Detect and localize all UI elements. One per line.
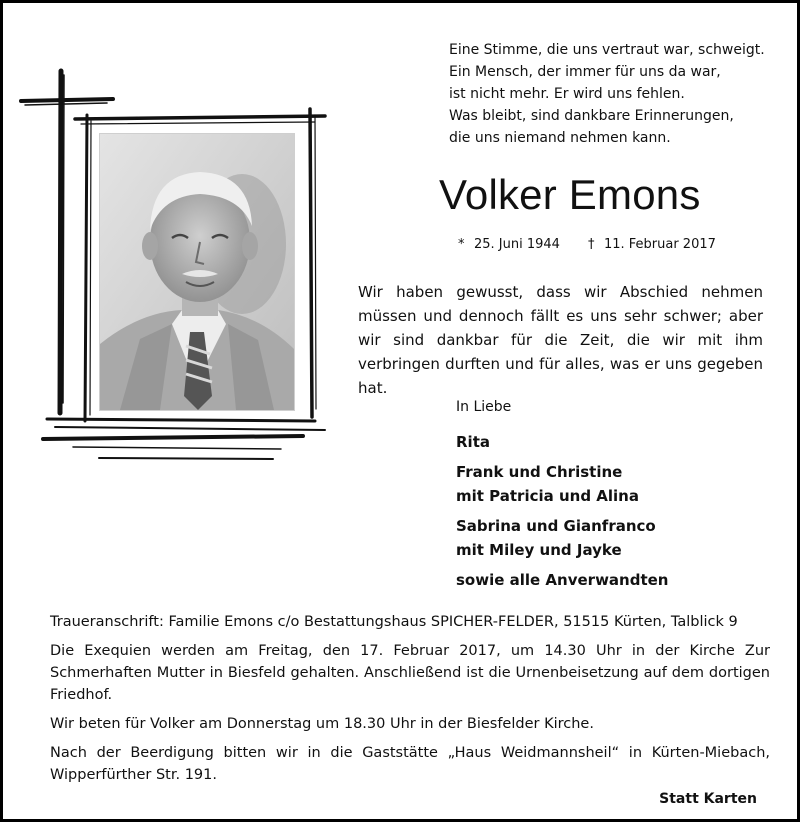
mourner-group xyxy=(456,460,668,508)
poem xyxy=(449,39,765,149)
death-cross-icon: † xyxy=(587,237,595,252)
mourners-list xyxy=(456,430,668,598)
mourner-line: Rita xyxy=(456,433,490,451)
mourner-line: mit Miley und Jayke xyxy=(456,541,622,559)
poem-line: die uns niemand nehmen kann. xyxy=(449,130,671,146)
in-love-label: In Liebe xyxy=(456,399,512,415)
deceased-name: Volker Emons xyxy=(439,171,701,218)
mourning-address: Traueranschrift: Familie Emons c/o Bestattungshaus SPICHER-FELDER, 51515 Kürten, Talblick 9 xyxy=(50,614,738,630)
exequien-details: Die Exequien werden am Freitag, den 17. Februar 2017, um 14.30 Uhr in der Kirche Zur Schmerhaften Mutter in Biesfeld gehalten. Anschließend ist die Urnenbeisetzung auf dem dortigen Friedhof. xyxy=(50,643,770,703)
mourner-line: mit Patricia und Alina xyxy=(456,487,639,505)
poem-line: Eine Stimme, die uns vertraut war, schweigt. xyxy=(449,42,765,58)
mourner-line: Frank und Christine xyxy=(456,463,623,481)
funeral-information xyxy=(50,611,770,793)
mourner-line: Sabrina und Gianfranco xyxy=(456,517,656,535)
poem-line: Was bleibt, sind dankbare Erinnerungen, xyxy=(449,108,734,124)
mourner-line: sowie alle Anverwandten xyxy=(456,571,669,589)
mourner-group xyxy=(456,430,668,454)
poem-line: ist nicht mehr. Er wird uns fehlen. xyxy=(449,86,685,102)
life-dates xyxy=(458,237,716,252)
death-date: 11. Februar 2017 xyxy=(603,237,716,252)
portrait-photo xyxy=(99,133,295,411)
statt-karten-label: Statt Karten xyxy=(659,791,757,807)
mourner-group xyxy=(456,568,668,592)
birth-date: 25. Juni 1944 xyxy=(474,237,560,252)
after-funeral-details: Nach der Beerdigung bitten wir in die Gaststätte „Haus Weidmannsheil“ in Kürten-Miebach, Wipperfürther Str. 191. xyxy=(50,745,770,783)
farewell-message: Wir haben gewusst, dass wir Abschied nehmen müssen und dennoch fällt es uns sehr schwer; aber wir sind dankbar für die Zeit, die wir mit ihm verbringen durften und für alles, was er uns gegeben hat. xyxy=(358,283,763,397)
birth-star-icon: * xyxy=(458,237,465,252)
mourner-group xyxy=(456,514,668,562)
poem-line: Ein Mensch, der immer für uns da war, xyxy=(449,64,721,80)
prayer-details: Wir beten für Volker am Donnerstag um 18.30 Uhr in der Biesfelder Kirche. xyxy=(50,716,594,732)
